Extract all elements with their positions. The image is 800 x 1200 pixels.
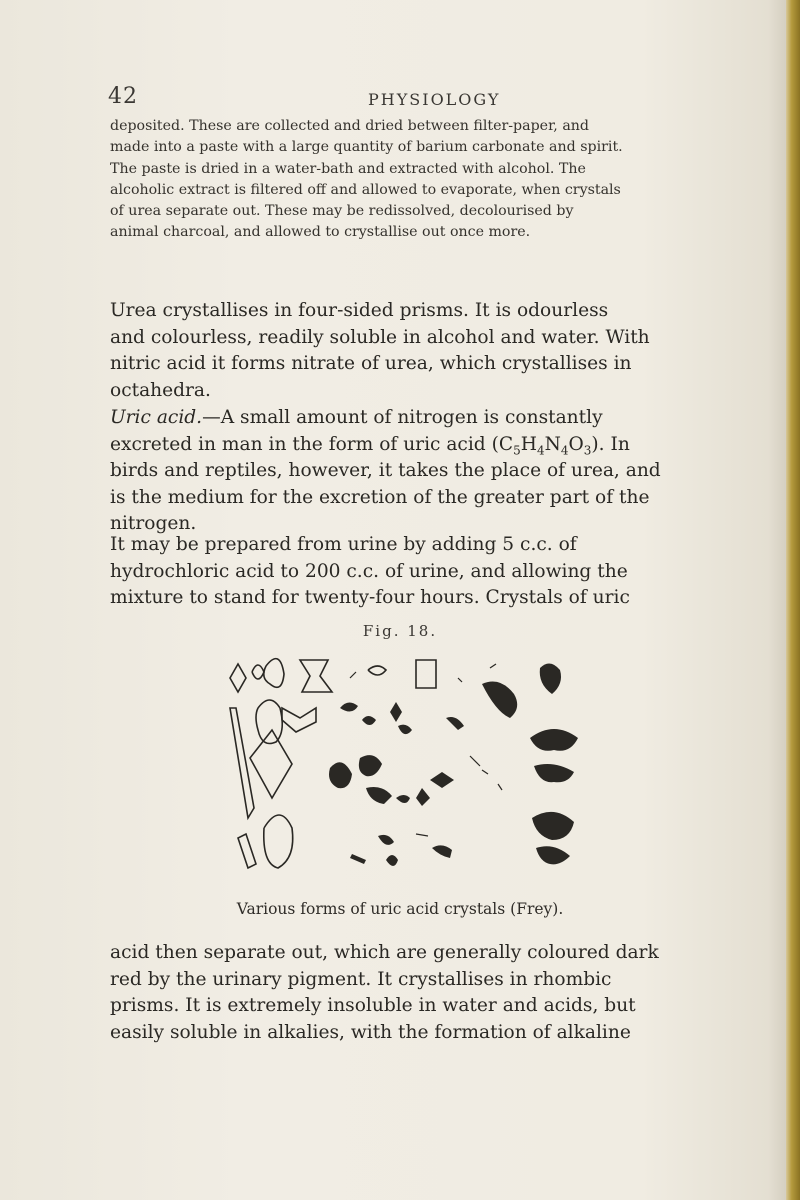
uric-acid-paragraph [110, 405, 714, 538]
crystal-rosette [540, 663, 561, 694]
crystal-cup [256, 700, 282, 744]
crystal-dumbbell-bottom [534, 764, 574, 782]
text-line: nitrogen. [110, 513, 197, 535]
text-line: Uric acid.—A small amount of nitrogen is constantly [110, 407, 603, 428]
continuation-paragraph [110, 940, 714, 1046]
text-line: of urea separate out. These may be redissolved, decolourised by [110, 203, 574, 220]
text-line: alcoholic extract is filtered off and allowed to evaporate, when crystals [110, 181, 621, 198]
book-spine-edge [786, 0, 800, 1200]
text-line: prisms. It is extremely insoluble in water and acids, but [110, 995, 636, 1017]
crystal-dark-3 [390, 702, 402, 722]
crystal-dark-14 [432, 845, 452, 858]
figure-label: Fig. 18. [362, 622, 438, 640]
text-line: octahedra. [110, 379, 211, 401]
crystal-small-oval [252, 665, 264, 679]
text-line: red by the urinary pigment. It crystallises in rhombic [110, 968, 612, 990]
text-line: animal charcoal, and allowed to crystallise out once more. [110, 224, 531, 241]
crystal-dark-10 [416, 788, 430, 806]
crystal-small-marks [350, 664, 502, 836]
crystal-dark-11 [430, 772, 454, 788]
text-line: hydrochloric acid to 200 c.c. of urine, and allowing the [110, 560, 628, 582]
crystal-dark-9 [396, 795, 410, 803]
uric-acid-crystals-illustration [220, 648, 600, 898]
text-line: acid then separate out, which are generally coloured dark [110, 942, 659, 963]
figure-caption: Various forms of uric acid crystals (Frey). [236, 900, 564, 918]
text-line: The paste is dried in a water-bath and extracted with alcohol. The [110, 160, 586, 177]
crystal-long-needle [230, 708, 254, 818]
crystal-dark-2 [362, 716, 376, 725]
crystal-outlines [230, 659, 436, 868]
small-print-paragraph [110, 116, 710, 244]
text-line: is the medium for the excretion of the greater part of the [110, 486, 650, 508]
preparation-paragraph [110, 532, 714, 612]
crystal-large-rhomb [250, 730, 292, 798]
text-line: birds and reptiles, however, it takes the place of urea, and [110, 460, 661, 482]
crystal-spindle [368, 666, 386, 675]
crystal-rhomb [230, 664, 246, 692]
crystal-prism [416, 660, 436, 688]
text-line: made into a paste with a large quantity of barium carbonate and spirit. [110, 139, 623, 156]
crystal-cluster-1 [482, 682, 517, 718]
crystal-whetstone-1 [532, 812, 574, 840]
crystal-dark-12 [378, 835, 394, 845]
crystal-dark-15 [350, 854, 366, 864]
crystal-barrel [264, 659, 284, 688]
running-head: PHYSIOLOGY [368, 90, 501, 109]
page-number: 42 [108, 84, 138, 109]
text-line-formula: excreted in man in the form of uric acid $(C_5H_4N_4O_3)$. In [110, 433, 630, 458]
text-line: mixture to stand for twenty-four hours. Crystals of uric [110, 587, 630, 609]
crystal-dark-13 [386, 855, 398, 866]
text-line: nitric acid it forms nitrate of urea, which crystallises in [110, 353, 632, 375]
page-header [108, 84, 708, 114]
crystal-needle [238, 834, 256, 868]
crystal-dark-6 [329, 762, 352, 788]
section-heading-uric-acid: Uric acid. [110, 407, 203, 428]
text-line: Urea crystallises in four-sided prisms. It is odourless [110, 300, 609, 321]
crystal-wedge [282, 708, 316, 732]
text-line: deposited. These are collected and dried between filter-paper, and [110, 118, 589, 134]
crystal-dark-8 [366, 787, 392, 804]
crystal-hourglass [300, 660, 332, 692]
crystal-whetstone-2 [536, 846, 570, 864]
crystal-dark-4 [398, 725, 412, 735]
crystal-dark-7 [359, 755, 382, 776]
text-line: easily soluble in alkalies, with the formation of alkaline [110, 1021, 631, 1043]
crystal-dumbbell-top [530, 729, 578, 751]
crystal-dark-1 [340, 702, 358, 711]
crystal-large-barrel [264, 815, 293, 868]
crystal-fills [329, 663, 578, 866]
urea-paragraph [110, 298, 714, 404]
text-line: and colourless, readily soluble in alcohol and water. With [110, 326, 650, 348]
text-line: It may be prepared from urine by adding 5 c.c. of [110, 534, 577, 555]
crystal-dark-5 [446, 717, 464, 730]
